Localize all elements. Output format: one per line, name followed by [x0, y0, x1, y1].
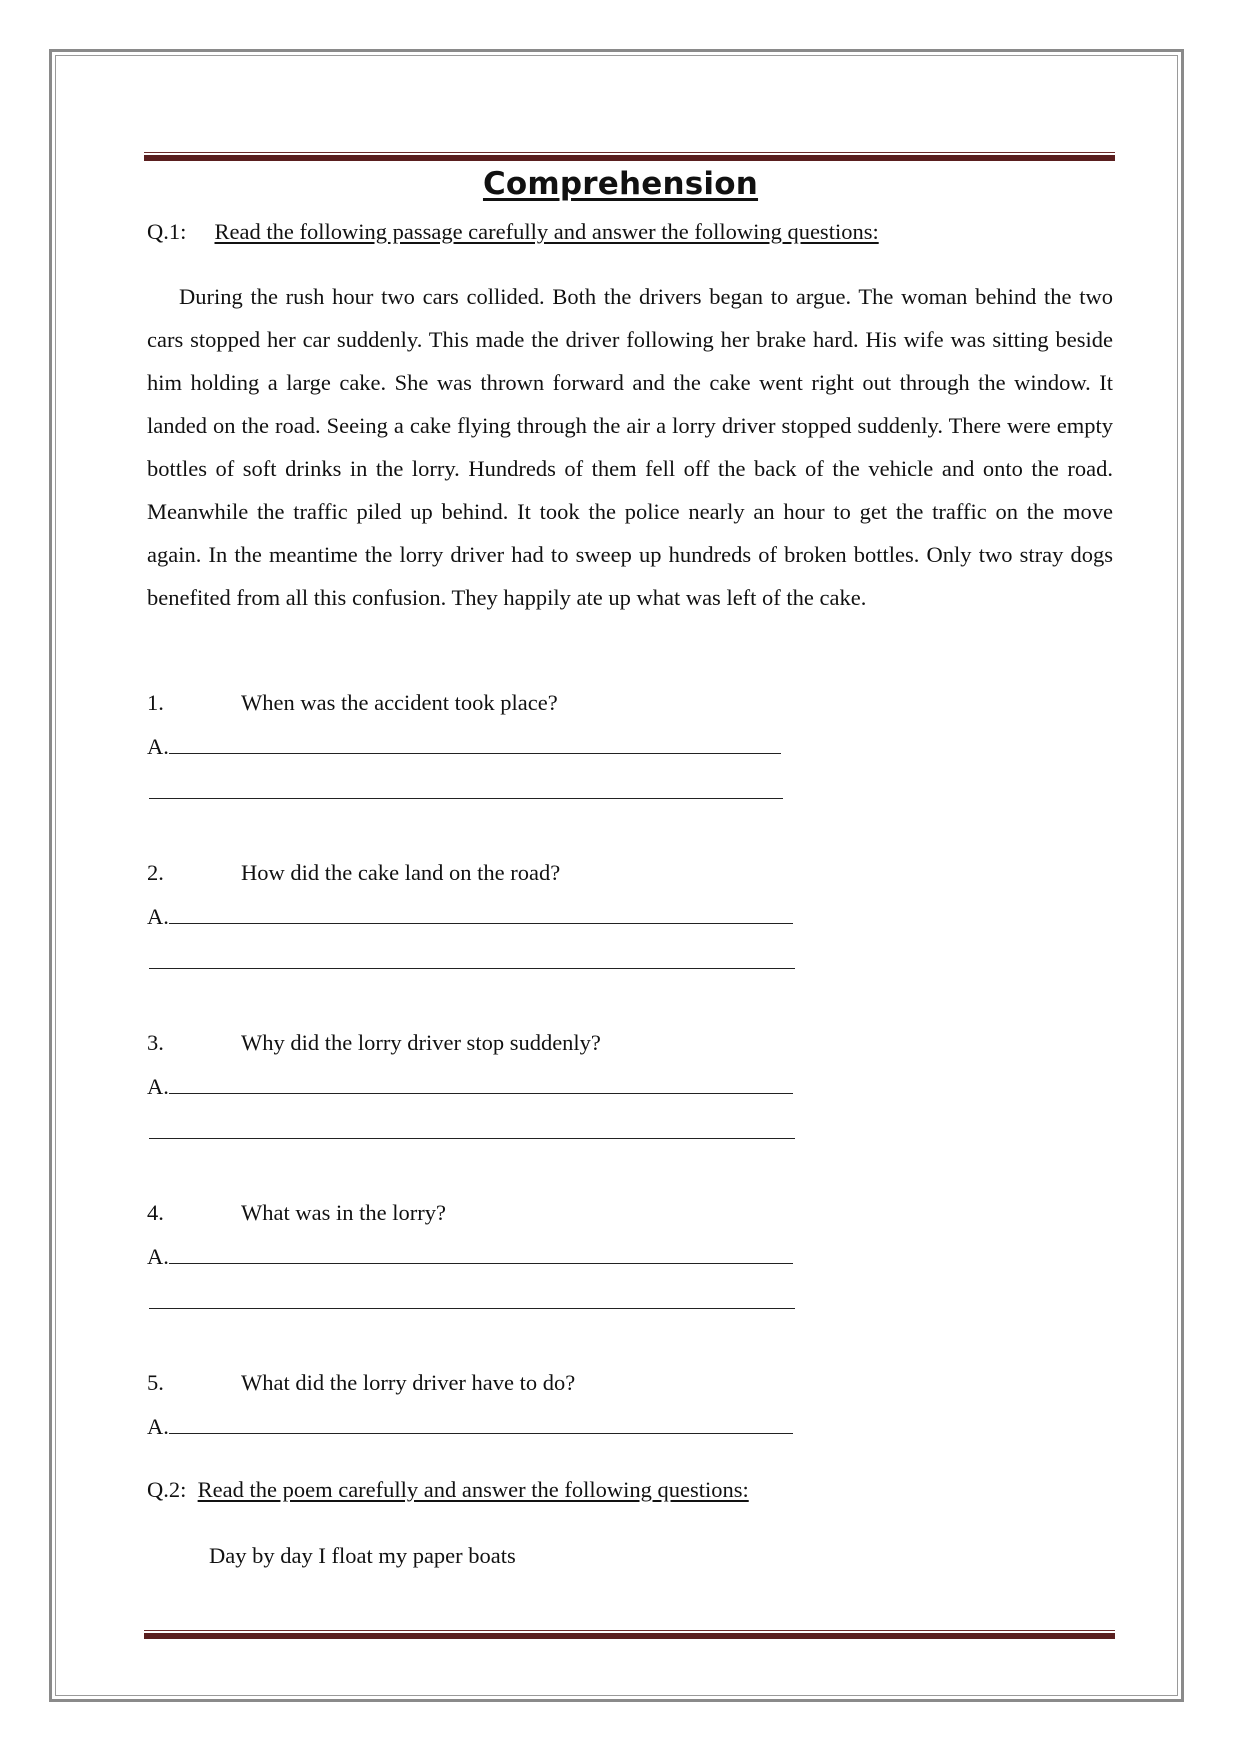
question-text: What was in the lorry?	[241, 1200, 446, 1225]
poem-first-line: Day by day I float my paper boats	[209, 1543, 516, 1568]
answer-line-extra[interactable]	[149, 967, 795, 969]
question-number: 5.	[147, 1370, 164, 1395]
q1-heading	[147, 219, 879, 245]
footer-rule	[144, 1630, 1115, 1639]
q2-heading	[147, 1477, 749, 1503]
answer-5	[147, 1413, 793, 1440]
question-text: How did the cake land on the road?	[241, 860, 561, 885]
answer-line-extra[interactable]	[149, 797, 783, 799]
question-text: When was the accident took place?	[241, 690, 558, 715]
answer-2	[147, 903, 793, 930]
answer-line-extra[interactable]	[149, 1137, 795, 1139]
answer-line[interactable]	[169, 1413, 793, 1434]
question-4	[147, 1200, 446, 1226]
question-number: 3.	[147, 1030, 164, 1055]
q2-instruction: Read the poem carefully and answer the following questions:	[197, 1477, 749, 1502]
answer-line-extra[interactable]	[149, 1307, 795, 1309]
answer-label: A.	[147, 904, 169, 929]
answer-label: A.	[147, 1074, 169, 1099]
question-text: Why did the lorry driver stop suddenly?	[241, 1030, 601, 1055]
question-text: What did the lorry driver have to do?	[241, 1370, 576, 1395]
answer-3	[147, 1073, 793, 1100]
question-number: 1.	[147, 690, 164, 715]
q1-number: Q.1:	[147, 219, 187, 244]
q1-instruction: Read the following passage carefully and answer the following questions:	[214, 219, 879, 244]
question-number: 2.	[147, 860, 164, 885]
question-3	[147, 1030, 601, 1056]
passage-text: During the rush hour two cars collided. Both the drivers began to argue. The woman behind the two cars stopped her car suddenly. This made the driver following her brake hard. His wife was sitting beside him holding a large cake. She was thrown forward and the cake went right out through the window. It landed on the road. Seeing a cake flying through the air a lorry driver stopped suddenly. There were empty bottles of soft drinks in the lorry. Hundreds of them fell off the back of the vehicle and onto the road. Meanwhile the traffic piled up behind. It took the police nearly an hour to get the traffic on the move again. In the meantime the lorry driver had to sweep up hundreds of broken bottles. Only two stray dogs benefited from all this confusion. They happily ate up what was left of the cake.	[147, 284, 1113, 610]
header-rule	[144, 152, 1115, 161]
question-1	[147, 690, 558, 716]
answer-label: A.	[147, 734, 169, 759]
page-title: Comprehension	[482, 166, 759, 202]
question-5	[147, 1370, 575, 1396]
question-number: 4.	[147, 1200, 164, 1225]
answer-label: A.	[147, 1414, 169, 1439]
question-2	[147, 860, 560, 886]
answer-line[interactable]	[169, 903, 793, 924]
answer-line[interactable]	[169, 733, 781, 754]
answer-line[interactable]	[169, 1243, 793, 1264]
answer-line[interactable]	[169, 1073, 793, 1094]
q2-number: Q.2:	[147, 1477, 187, 1502]
answer-1	[147, 733, 781, 760]
answer-label: A.	[147, 1244, 169, 1269]
answer-4	[147, 1243, 793, 1270]
